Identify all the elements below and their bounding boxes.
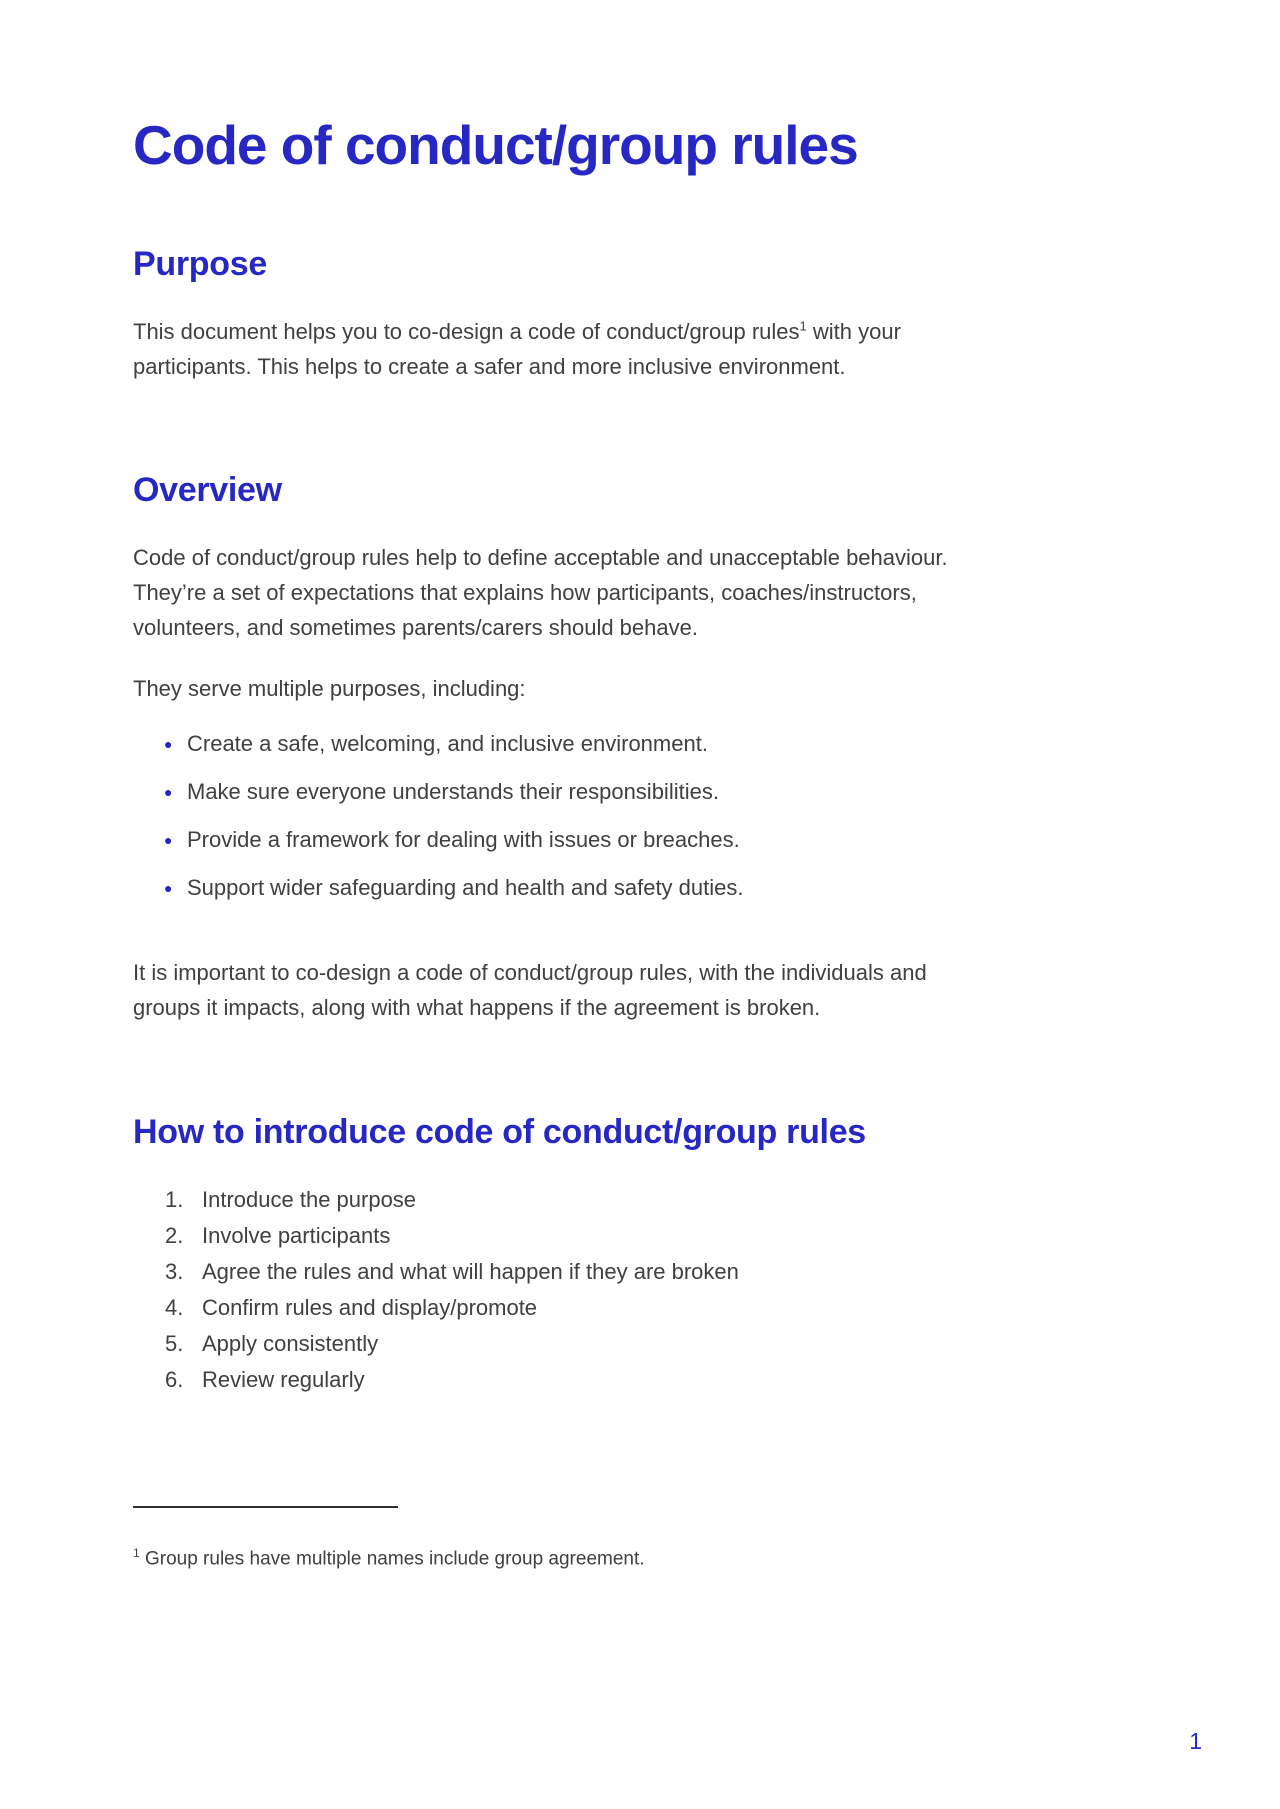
footnote-divider (133, 1506, 398, 1508)
purpose-text-after-ref: with your participants. This helps to create a safer and more inclusive environment. (133, 319, 901, 380)
step-item: Apply consistently (202, 1331, 379, 1357)
step-item: Introduce the purpose (202, 1187, 417, 1213)
purposes-bullet-list (133, 726, 963, 905)
bullet-item: ● Support wider safeguarding and health and safety duties. (164, 870, 963, 905)
footnote-body: Group rules have multiple names include group agreement. (144, 1548, 645, 1570)
step-item: Confirm rules and display/promote (202, 1295, 538, 1321)
bullet-item: ● Provide a framework for dealing with issues or breaches. (164, 822, 963, 857)
document-title: Code of conduct/group rules (133, 114, 858, 176)
page-number: 1 (1189, 1728, 1202, 1754)
section-heading-purpose: Purpose (133, 245, 267, 283)
overview-paragraph-1: Code of conduct/group rules help to define acceptable and unacceptable behaviour. They’re a set of expectations that explains how participants, coaches/instructors, volunteers, and sometimes parents/carers should behave. (133, 545, 948, 641)
purpose-paragraph (133, 314, 993, 384)
step-item: Review regularly (202, 1367, 365, 1393)
overview-paragraph-3: It is important to co-design a code of conduct/group rules, with the individuals and groups it impacts, along with what happens if the agreement is broken. (133, 960, 927, 1021)
purpose-text-before-ref: This document helps you to co-design a code of conduct/group rules (133, 319, 800, 345)
bullet-item: ● Make sure everyone understands their responsibilities. (164, 774, 963, 809)
footnote-marker: 1 (133, 1546, 140, 1561)
step-item: Involve participants (202, 1223, 391, 1249)
footnote-reference: 1 (799, 318, 807, 334)
section-heading-overview: Overview (133, 471, 282, 510)
how-to-steps-list (133, 1182, 953, 1398)
footnote-text (133, 1540, 993, 1572)
step-item: Agree the rules and what will happen if they are broken (202, 1259, 739, 1285)
section-heading-how-to-introduce: How to introduce code of conduct/group rules (133, 1113, 866, 1152)
bullet-item: ● Create a safe, welcoming, and inclusive environment. (164, 726, 963, 761)
overview-paragraph-2: They serve multiple purposes, including: (133, 676, 526, 702)
